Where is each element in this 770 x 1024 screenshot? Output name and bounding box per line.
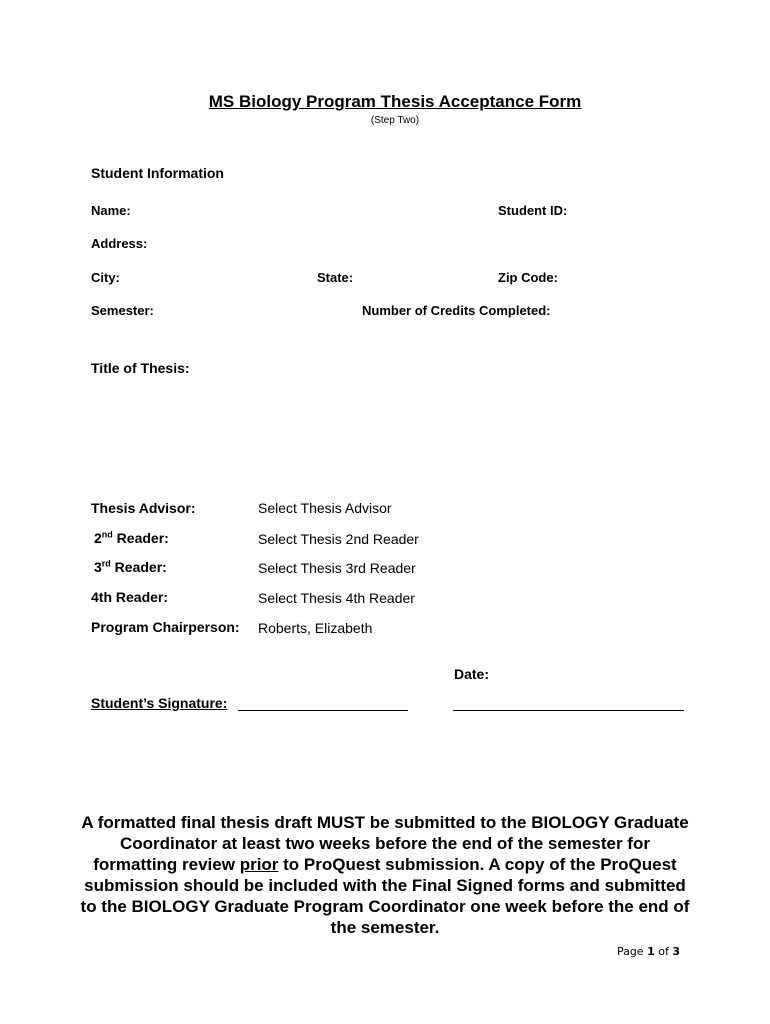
third-reader-suffix: rd [101, 558, 111, 569]
state-field[interactable] [362, 268, 482, 286]
fourth-reader-select[interactable]: Select Thesis 4th Reader [258, 590, 415, 606]
state-label: State: [317, 270, 354, 285]
thesis-advisor-label: Thesis Advisor: [91, 500, 196, 516]
name-field[interactable] [140, 201, 480, 219]
semester-label: Semester: [91, 303, 154, 318]
student-id-label: Student ID: [498, 203, 568, 218]
city-label: City: [91, 270, 120, 285]
credits-completed-label: Number of Credits Completed: [362, 303, 551, 318]
date-signature-line[interactable] [453, 710, 684, 711]
credits-completed-field[interactable] [570, 301, 680, 319]
form-title: MS Biology Program Thesis Acceptance Form [208, 92, 582, 111]
student-id-field[interactable] [580, 201, 680, 219]
address-label: Address: [91, 236, 148, 251]
student-information-heading: Student Information [91, 165, 224, 181]
thesis-title-label: Title of Thesis: [91, 360, 190, 376]
page-current: 1 [647, 945, 655, 958]
page-of: of [654, 945, 673, 958]
page-prefix: Page [616, 945, 648, 958]
second-reader-suffix: nd [101, 529, 113, 540]
notice-text-part-2: to ProQuest submission. A copy of the ProQuest submission should be included with the Final Signed forms and submitted to the BIOLOGY Graduate Program Coordinator one week before the end of the semester. [80, 855, 690, 937]
second-reader-label [94, 530, 169, 546]
date-label: Date: [454, 666, 490, 682]
form-subtitle: (Step Two) [370, 115, 420, 126]
third-reader-select[interactable]: Select Thesis 3rd Reader [258, 560, 416, 576]
page-number [617, 945, 680, 958]
address-field[interactable] [160, 234, 680, 252]
program-chairperson-label: Program Chairperson: [91, 619, 240, 635]
student-signature-line[interactable] [238, 710, 408, 711]
second-reader-select[interactable]: Select Thesis 2nd Reader [258, 531, 419, 547]
zip-code-label: Zip Code: [498, 270, 558, 285]
submission-notice [80, 812, 690, 938]
notice-emphasis: prior [239, 855, 279, 874]
zip-code-field[interactable] [568, 268, 678, 286]
semester-field[interactable] [165, 301, 345, 319]
program-chairperson-value: Roberts, Elizabeth [258, 620, 373, 636]
fourth-reader-label: 4th Reader: [91, 589, 169, 605]
thesis-title-field[interactable] [205, 358, 680, 376]
third-reader-text: Reader: [110, 559, 167, 575]
notice-text-part-1: A formatted final thesis draft MUST be submitted to the BIOLOGY Graduate Coordinator at least two weeks before the end of the semester for formatting review [81, 813, 689, 874]
second-reader-number: 2 [94, 530, 102, 546]
third-reader-label [94, 559, 167, 575]
page-total: 3 [672, 945, 680, 958]
name-label: Name: [91, 203, 131, 218]
third-reader-number: 3 [94, 559, 102, 575]
student-signature-label: Student’s Signature: [91, 695, 228, 711]
second-reader-text: Reader: [112, 530, 169, 546]
thesis-advisor-select[interactable]: Select Thesis Advisor [258, 500, 392, 516]
city-field[interactable] [130, 268, 300, 286]
